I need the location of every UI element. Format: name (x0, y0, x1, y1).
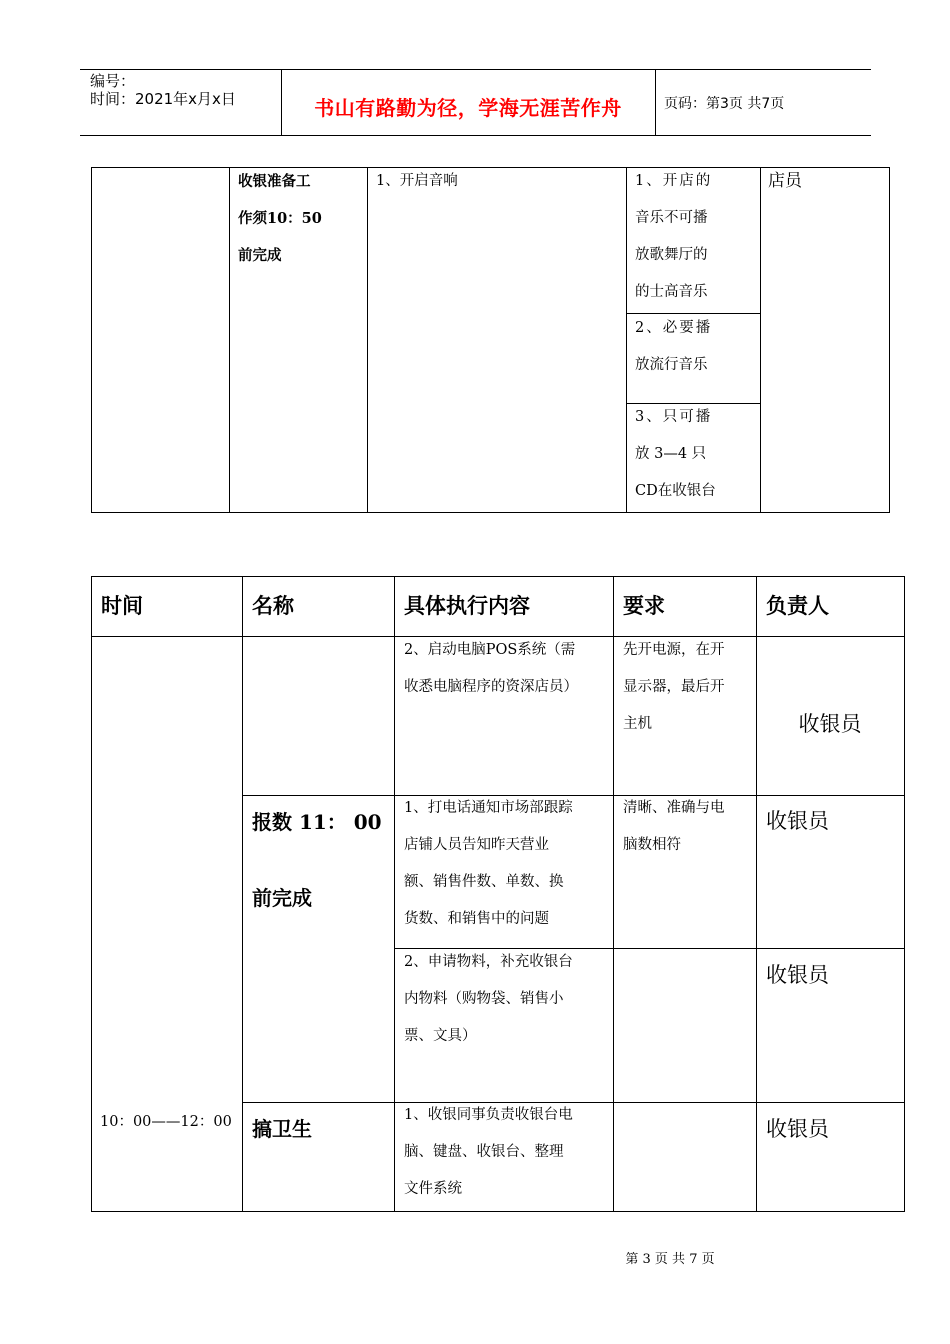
table-row-owner: 收银员 (798, 712, 862, 736)
spacer (252, 841, 382, 879)
table-border (91, 512, 890, 513)
document-time-label: 时间：2021年x月x日 (90, 90, 236, 108)
text-line: 额、销售件数、单数、换 (404, 874, 564, 890)
text-line: 1、开店的 (635, 173, 713, 189)
text-line: 货数、和销售中的问题 (404, 911, 549, 927)
table-row-owner: 收银员 (766, 1117, 829, 1141)
text-line: 显示器，最后开 (623, 679, 725, 695)
header-bottom-rule (80, 135, 871, 136)
requirement-3 (635, 399, 753, 510)
task-name-cashier-prep (238, 163, 322, 274)
header-divider (655, 69, 656, 136)
text-line: 放流行音乐 (635, 357, 708, 373)
table-border (756, 576, 757, 1212)
text-line: 2、启动电脑POS系统（需 (404, 642, 576, 658)
requirement-2 (635, 310, 753, 384)
text-line: 音乐不可播 (635, 210, 708, 226)
text-line: 店铺人员告知昨天营业 (404, 837, 549, 853)
table-border (242, 576, 243, 1212)
column-header-name: 名称 (252, 594, 294, 618)
table-border (229, 167, 230, 513)
table-border (91, 576, 92, 1212)
table-row-content (404, 944, 604, 1055)
page-footer: 第 3 页 共 7 页 (625, 1252, 715, 1267)
table-border (394, 576, 395, 1212)
header-motto: 书山有路勤为径，学海无涯苦作舟 (314, 96, 622, 120)
table-border (91, 167, 92, 513)
table-border (889, 167, 890, 513)
table-row-content (404, 790, 604, 938)
column-header-owner: 负责人 (766, 594, 829, 618)
column-header-time: 时间 (101, 594, 143, 618)
header-top-rule (80, 69, 871, 70)
text-line: 脑数相符 (623, 837, 681, 853)
text-line: 主机 (623, 716, 652, 732)
text-line: 前完成 (252, 886, 312, 910)
text-line: 3、只可播 (635, 409, 713, 425)
text-line: 作须10：50 (238, 210, 322, 227)
table-row-requirement (623, 632, 751, 743)
table-border (367, 167, 368, 513)
table-border (760, 167, 761, 513)
text-line: 脑、键盘、收银台、整理 (404, 1144, 564, 1160)
text-line: 前完成 (238, 247, 282, 264)
task-name-cleaning: 搞卫生 (252, 1117, 312, 1141)
table-row-owner: 收银员 (766, 809, 829, 833)
text-line: 2、申请物料，补充收银台 (404, 954, 573, 970)
text-line: 清晰、准确与电 (623, 800, 725, 816)
owner-staff: 店员 (768, 171, 802, 191)
text-line: 收悉电脑程序的资深店员） (404, 679, 578, 695)
header-page-number: 页码：第3页 共7页 (664, 96, 785, 112)
table-border (91, 576, 905, 577)
task-name-report (252, 803, 382, 917)
column-header-content: 具体执行内容 (404, 594, 530, 618)
table-border (626, 167, 627, 513)
time-range: 10：00——12：00 (100, 1114, 232, 1130)
requirement-1 (635, 163, 753, 311)
text-line: 文件系统 (404, 1181, 462, 1197)
text-line: 2、必要播 (635, 320, 713, 336)
text-line: 放 3—4 只 (635, 446, 707, 462)
text-line: 1、收银同事负责收银台电 (404, 1107, 573, 1123)
text-line: 票、文具） (404, 1028, 477, 1044)
text-line: 报数 11： 00 (252, 810, 382, 834)
text-line: 的士高音乐 (635, 284, 708, 300)
table-border (613, 576, 614, 1212)
table-border (91, 1211, 905, 1212)
document-number-label: 编号： (90, 72, 136, 90)
column-header-requirement: 要求 (623, 594, 665, 618)
table-row-content (404, 632, 604, 706)
text-line: CD在收银台 (635, 483, 716, 499)
text-line: 先开电源，在开 (623, 642, 725, 658)
text-line: 1、打电话通知市场部跟踪 (404, 800, 573, 816)
text-line: 放歌舞厅的 (635, 247, 708, 263)
table-row-owner: 收银员 (766, 963, 829, 987)
text-line: 收银准备工 (238, 173, 311, 190)
table-row-requirement (623, 790, 751, 864)
task-content: 1、开启音响 (376, 173, 458, 189)
text-line: 内物料（购物袋、销售小 (404, 991, 564, 1007)
table-row-content (404, 1097, 604, 1208)
table-border (904, 576, 905, 1212)
